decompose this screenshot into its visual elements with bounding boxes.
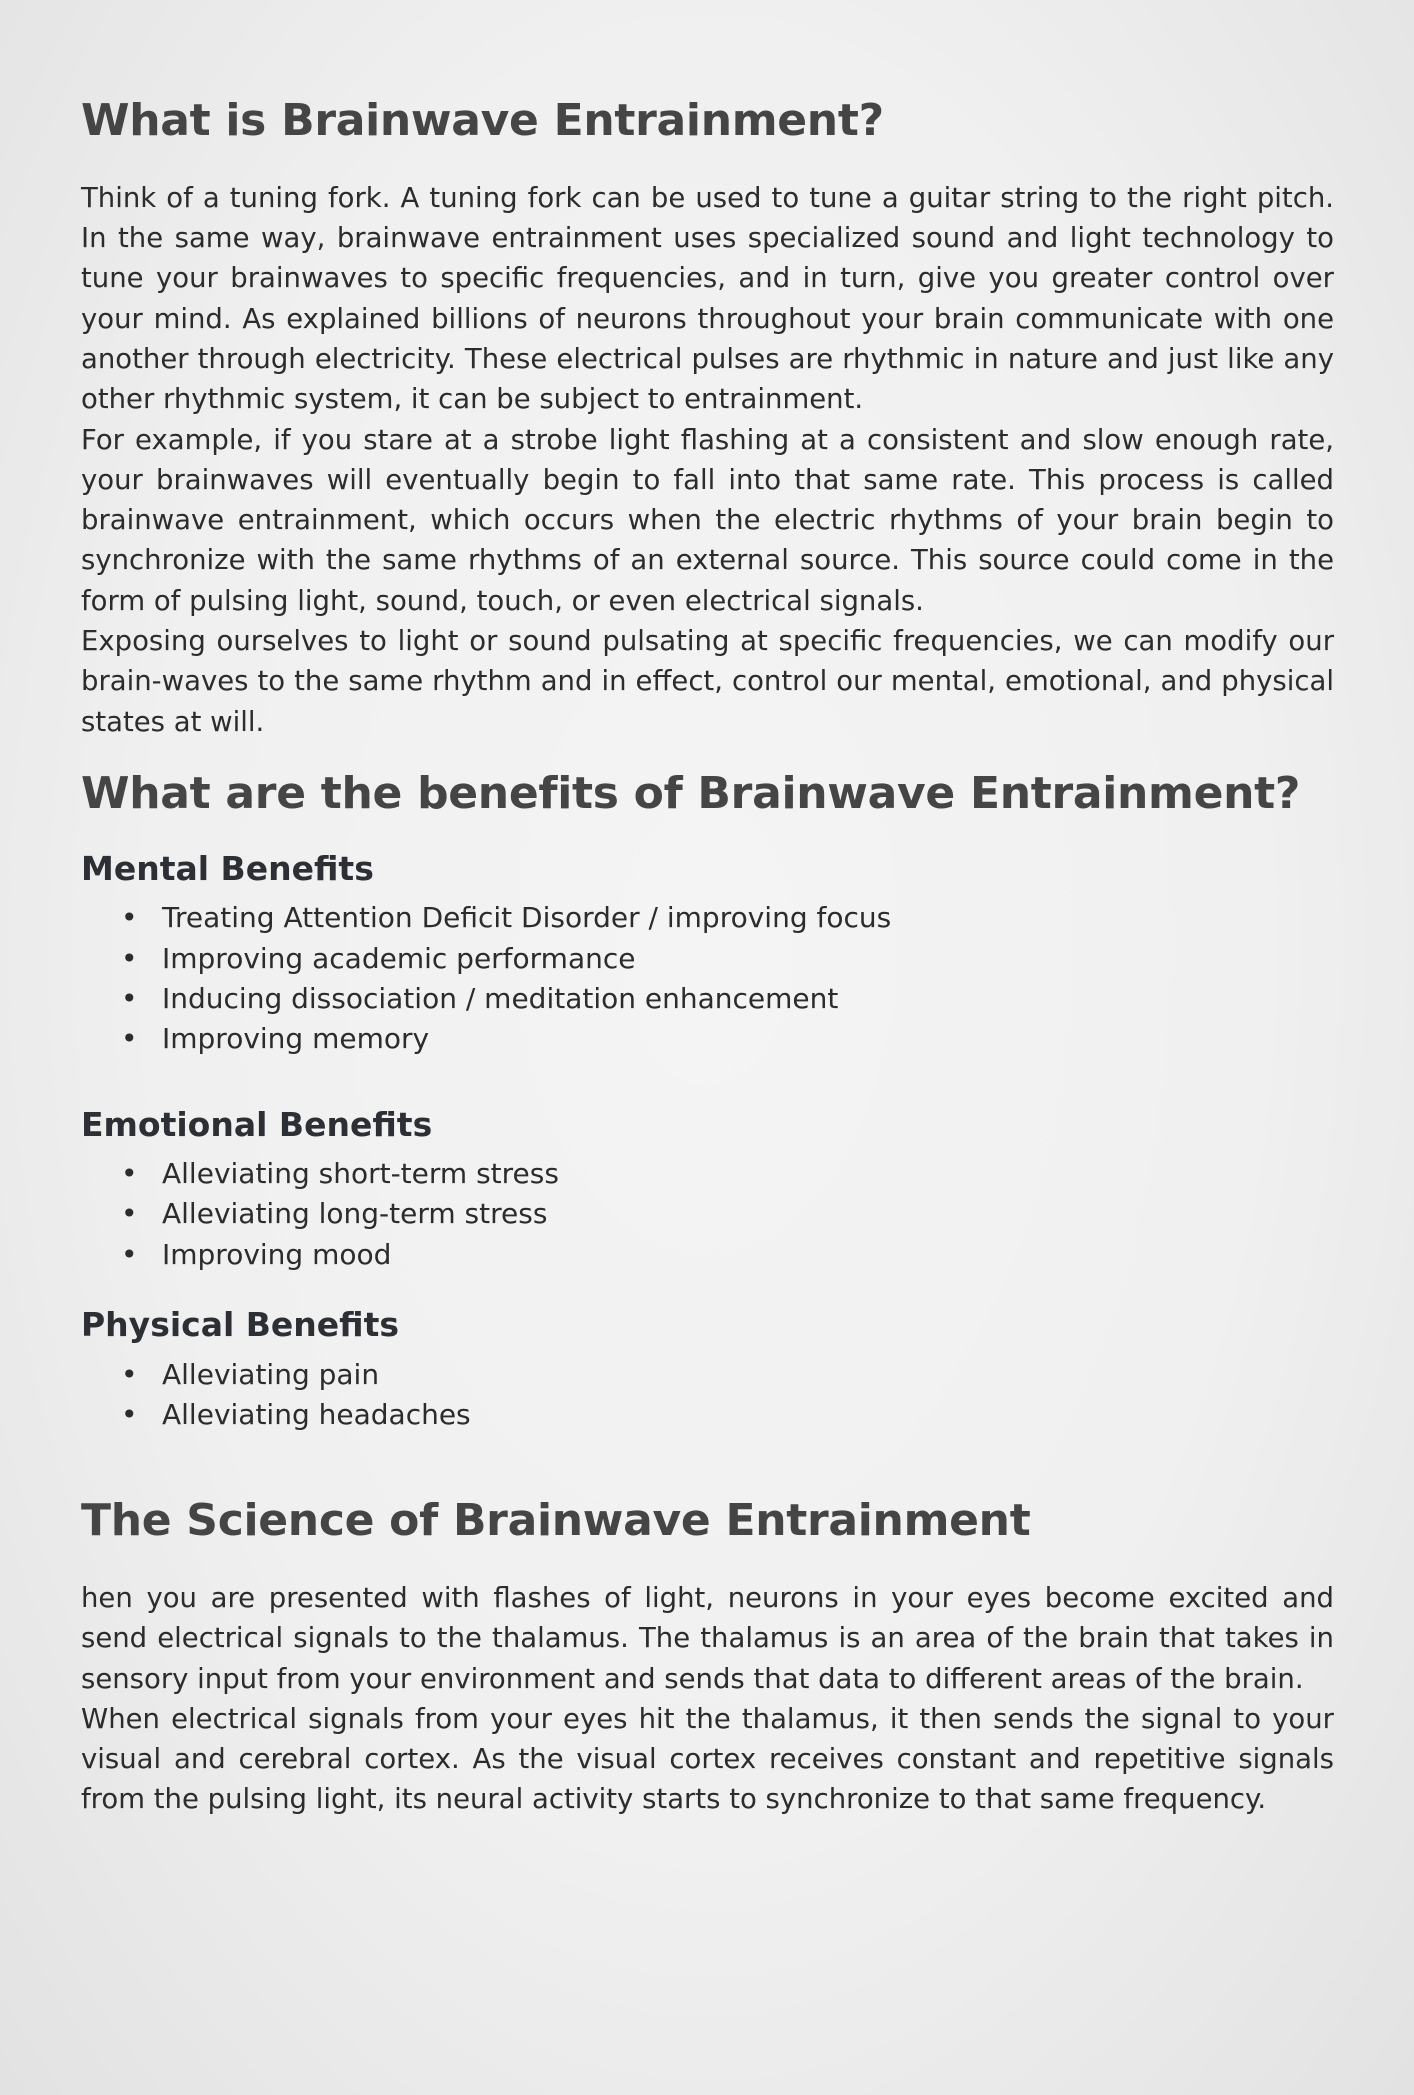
list-item-text: Inducing dissociation / meditation enhancement [162, 981, 839, 1015]
bullet-icon: • [121, 901, 138, 935]
intro-paragraph: Think of a tuning fork. A tuning fork can be used to tune a guitar string to the right pitch. In the same way, brainwave entrainment uses specialized sound and light technology to tune your brainwaves to specific frequencies, and in turn, give you greater control over your mind. As explained billions of neurons throughout your brain communicate with one another through electricity. These electrical pulses are rhythmic in nature and just like any other rhythmic system, it can be subject to entrainment. [81, 181, 1334, 416]
bullet-icon: • [121, 941, 138, 975]
list-item-text: Improving memory [162, 1022, 430, 1056]
list-item [81, 1019, 1334, 1059]
emotional-benefits-list [81, 1154, 1334, 1275]
science-paragraph: When electrical signals from your eyes hit the thalamus, it then sends the signal to your visual and cerebral cortex. As the visual cortex receives constant and repetitive signals from the pulsing light, its neural activity starts to synchronize to that same frequency. [81, 1702, 1334, 1816]
list-item-text: Improving mood [162, 1237, 392, 1271]
intro-text-block [81, 178, 1334, 742]
physical-benefits-list [81, 1355, 1334, 1436]
section-title-benefits: What are the benefits of Brainwave Entrainment? [81, 767, 1301, 819]
list-item-text: Alleviating short-term stress [162, 1157, 559, 1191]
bullet-icon: • [121, 1357, 138, 1391]
list-item-text: Treating Attention Deficit Disorder / improving focus [162, 901, 892, 935]
list-item [81, 939, 1334, 979]
list-item-text: Improving academic performance [162, 941, 636, 975]
list-item [81, 979, 1334, 1019]
list-item-text: Alleviating pain [162, 1357, 380, 1391]
list-item-text: Alleviating headaches [162, 1397, 471, 1431]
list-item [81, 898, 1334, 938]
section-title-what-is: What is Brainwave Entrainment? [81, 95, 884, 146]
list-item [81, 1235, 1334, 1275]
list-item [81, 1154, 1334, 1194]
bullet-icon: • [121, 981, 138, 1015]
intro-paragraph: Exposing ourselves to light or sound pulsating at specific frequencies, we can modify our brain-waves to the same rhythm and in effect, control our mental, emotional, and physical states at will. [81, 625, 1334, 738]
intro-paragraph: For example, if you stare at a strobe light flashing at a consistent and slow enough rate, your brainwaves will eventually begin to fall into that same rate. This process is called brainwave entrainment, which occurs when the electric rhythms of your brain begin to synchronize with the same rhythms of an external source. This source could come in the form of pulsing light, sound, touch, or even electrical signals. [81, 423, 1334, 617]
list-item [81, 1355, 1334, 1395]
mental-benefits-list [81, 898, 1334, 1059]
bullet-icon: • [121, 1022, 138, 1056]
emotional-benefits-heading: Emotional Benefits [81, 1104, 433, 1144]
mental-benefits-heading: Mental Benefits [81, 848, 374, 888]
science-paragraph: hen you are presented with flashes of light, neurons in your eyes become excited and send electrical signals to the thalamus. The thalamus is an area of the brain that takes in sensory input from your environment and sends that data to different areas of the brain. [81, 1582, 1334, 1695]
science-text-block [81, 1578, 1334, 1820]
physical-benefits-heading: Physical Benefits [81, 1305, 400, 1345]
section-title-science: The Science of Brainwave Entrainment [81, 1495, 1031, 1547]
bullet-icon: • [121, 1157, 138, 1191]
document-page [0, 95, 1414, 2095]
list-item-text: Alleviating long-term stress [162, 1197, 548, 1231]
list-item [81, 1395, 1334, 1435]
bullet-icon: • [121, 1197, 138, 1231]
list-item [81, 1194, 1334, 1234]
bullet-icon: • [121, 1397, 138, 1431]
bullet-icon: • [121, 1237, 138, 1271]
